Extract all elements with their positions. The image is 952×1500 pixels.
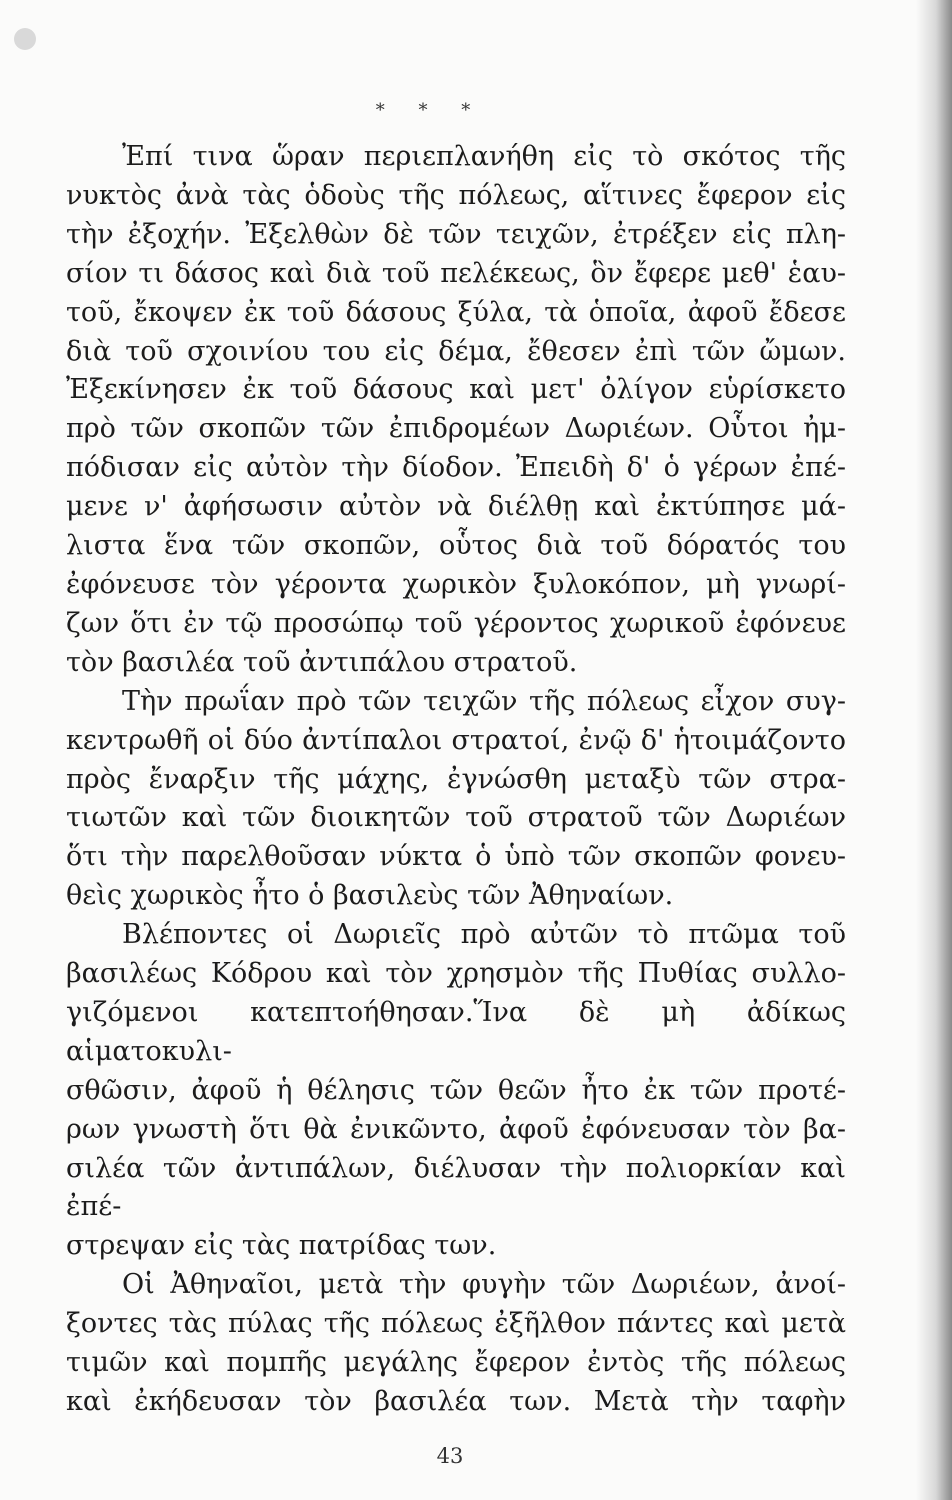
text-line: Βλέποντες οἱ Δωριεῖς πρὸ αὐτῶν τὸ πτῶμα τοῦ [122,919,846,951]
text-line: Ἐξεκίνησεν ἐκ τοῦ δάσους καὶ μετ' ὀλίγον εὑρίσκετο [66,374,846,406]
text-line: καὶ ἐκήδευσαν τὸν βασιλέα των. Μετὰ τὴν ταφὴν [66,1386,846,1417]
page-number: 43 [436,1444,464,1468]
text-line: γιζόμενοι κατεπτοήθησαν.Ἵνα δὲ μὴ ἀδίκως αἱματοκυλι- [66,996,846,1067]
text-line: διὰ τοῦ σχοινίου του εἰς δέμα, ἔθεσεν ἐπὶ τῶν ὤμων. [66,335,846,367]
text-line: Τὴν πρωΐαν πρὸ τῶν τειχῶν τῆς πόλεως εἶχον συγ- [122,685,846,717]
text-line: τιωτῶν καὶ τῶν διοικητῶν τοῦ στρατοῦ τῶν Δωριέων [66,802,846,834]
text-line: τιμῶν καὶ πομπῆς μεγάλης ἔφερον ἐντὸς τῆς πόλεως [66,1347,846,1379]
text-line: πρὸ τῶν σκοπῶν τῶν ἐπιδρομέων Δωριέων. Οὗτοι ἠμ- [66,413,846,445]
text-line: βασιλέως Κόδρου καὶ τὸν χρησμὸν τῆς Πυθίας συλλο- [66,958,846,990]
text-line: τοῦ, ἔκοψεν ἐκ τοῦ δάσους ξύλα, τὰ ὁποῖα, ἀφοῦ ἔδεσε [66,296,846,328]
text-line: τὸν βασιλέα τοῦ ἀντιπάλου στρατοῦ. [66,646,578,678]
text-line: πρὸς ἔναρξιν τῆς μάχης, ἐγνώσθη μεταξὺ τῶν στρα- [66,763,846,795]
page-edge-shadow [916,0,952,1500]
text-line: Ἐπί τινα ὥραν περιεπλανήθη εἰς τὸ σκότος τῆς [122,141,846,172]
text-line: νυκτὸς ἀνὰ τὰς ὁδοὺς τῆς πόλεως, αἵτινες ἔφερον εἰς [66,179,846,211]
text-line: ἐφόνευσε τὸν γέροντα χωρικὸν ξυλοκόπον, μὴ γνωρί- [66,568,846,600]
text-line: σιλέα τῶν ἀντιπάλων, διέλυσαν τὴν πολιορκίαν καὶ ἐπέ- [66,1152,846,1223]
body-text [66,138,846,1422]
text-line: θεὶς χωρικὸς ἦτο ὁ βασιλεὺς τῶν Ἀθηναίων. [66,880,674,912]
text-line: πόδισαν εἰς αὐτὸν τὴν δίοδον. Ἐπειδὴ δ' ὁ γέρων ἐπέ- [66,452,846,484]
text-line: μενε ν' ἀφήσωσιν αὐτὸν νὰ διέλθῃ καὶ ἐκτύπησε μά- [66,491,846,523]
text-line: ξοντες τὰς πύλας τῆς πόλεως ἐξῆλθον πάντες καὶ μετὰ [66,1308,846,1340]
text-line: κεντρωθῆ οἱ δύο ἀντίπαλοι στρατοί, ἐνῷ δ' ἡτοιμάζοντο [66,724,846,756]
text-line: Οἱ Ἀθηναῖοι, μετὰ τὴν φυγὴν τῶν Δωριέων, ἀνοί- [122,1269,846,1301]
text-line: ρων γνωστὴ ὅτι θὰ ἐνικῶντο, ἀφοῦ ἐφόνευσαν τὸν βα- [66,1113,846,1145]
text-line: ζων ὅτι ἐν τῷ προσώπῳ τοῦ γέροντος χωρικοῦ ἐφόνευε [66,607,846,639]
text-line: τὴν ἐξοχήν. Ἐξελθὼν δὲ τῶν τειχῶν, ἐτρέξεν εἰς πλη- [66,218,846,250]
text-line: σίον τι δάσος καὶ διὰ τοῦ πελέκεως, ὃν ἔφερε μεθ' ἑαυ- [66,257,846,289]
text-line: ὅτι τὴν παρελθοῦσαν νύκτα ὁ ὑπὸ τῶν σκοπῶν φονευ- [66,841,846,873]
section-ornament: * * * [375,100,485,121]
text-line: σθῶσιν, ἀφοῦ ἡ θέλησις τῶν θεῶν ἦτο ἐκ τῶν προτέ- [66,1074,846,1106]
text-line: λιστα ἕνα τῶν σκοπῶν, οὗτος διὰ τοῦ δόρατός του [66,530,846,562]
text-line: στρεψαν εἰς τὰς πατρίδας των. [66,1230,497,1262]
page-blemish [14,28,36,50]
